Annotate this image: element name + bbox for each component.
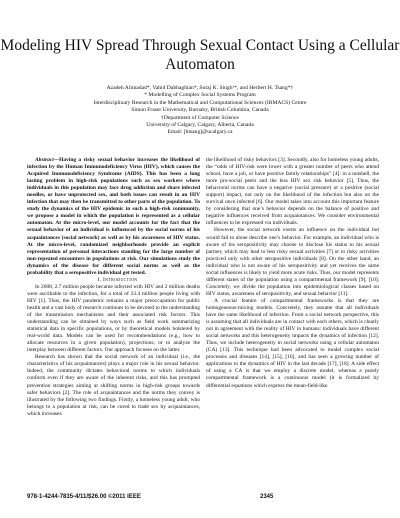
author-block bbox=[0, 85, 400, 137]
section-heading: I. Introduction bbox=[97, 276, 138, 283]
affiliation-line: Interdisciplinary Research in the Mathematical and Computational Sciences (IRMACS) Centre bbox=[93, 99, 307, 106]
abstract bbox=[27, 157, 200, 277]
abstract-text: —Having a risky sexual behavior increases the likelihood of infection by the Human Immunodeficiency Virus (HIV), which causes the Acquired Immunodeficiency Syndrome (AIDS). This has been a long lasting problem in high-risk populations such as sex workers where individuals in this population may face drug addiction and share infected needles, or have unprotected sex, and both issues can result in an HIV infection that may then be transmitted to other parts of the population. To study the dynamics of the HIV epidemic in such a high-risk community, we propose a model in which the population is represented as a cellular automaton. At the micro-level, our model accounts for the fact that the sexual behavior of an individual is influenced by the social norms of his acquaintances (social network) as well as by his awareness of HIV status. At the micro-level, randomized neighborhoods provide an explicit representation of personal interactions standing for the large number of non-repeated encounters in populations at risk. Our simulations study the dynamics of the disease for different social norms as well as the probability that a seropositive individual get tested. bbox=[27, 157, 200, 276]
body-paragraph: A crucial feature of compartmental frameworks is that they are homogeneous-mixing models. Concretely, they assume that all individuals have the same likelihood of infection. From a social network perspective, this is assuming that all individuals are in contact with each others, which is clearly not in agreement with the reality of HIV in humans: individuals have different social networks and this heterogeneity impacts the dynamics of infection [12]. Thus, we include heterogeneity in social networks using a cellular automaton (CA) [13]. This technique had been advocated to model complex social processes and diseases [14], [15], [16], and has seen a growing number of applications to the dynamics of HIV in the last decade [17], [18]. A side effect of using a CA is that we employ a discrete model, whereas a purely compartmental framework is a continuous model (it is formalized by differential equations which express the mean-field-like bbox=[206, 297, 379, 389]
affiliation-line: Simon Fraser University, Burnaby, British Columbia, Canada bbox=[131, 107, 269, 114]
affiliation-line: †Department of Computer Science bbox=[161, 114, 239, 121]
author-names: Azadeh Alimadad*, Vahid Dabbaghian*, Suraj K. Singh¹*, and Herbert H. Tsang*† bbox=[106, 85, 294, 91]
author-email: Email: [htsang]@ucalgary.ca bbox=[167, 129, 233, 136]
body-paragraph: However, the social network exerts an influence on the individual but would fail to alone describe one’s behavior. For example, an individual who is aware of his seropositivity may choose to disclose his status to his sexual partner, which may lead to less risky sexual activities [7] or to risky activities practiced only with other seropositive individuals [8]. On the other hand, an individual who is not aware of his seropositivity and yet receives the same social influences is likely to yield more acute risks. Thus, our model represents different states of the population using a compartmental framework [9], [10]. Concretely, we divide the population into epidemiological classes based on HIV status, awareness of seropositivity, and sexual behavior [11]. bbox=[206, 227, 379, 297]
abstract-label: Abstract bbox=[35, 157, 54, 163]
paper-title: Modeling HIV Spread Through Sexual Contact Using a Cellular Automaton bbox=[0, 37, 400, 73]
affiliation-line: University of Calgary, Calgary, Alberta, Canada bbox=[146, 122, 254, 129]
footer-isbn: 978-1-4244-7835-4/11/$26.00 ©2011 IEEE bbox=[27, 494, 141, 500]
right-column bbox=[206, 157, 379, 390]
body-paragraph: the likelihood of risky behaviors [3]. Secondly, also for homeless young adults, the “odds of HIV-risk were lower with a greater number of peers who attend school, have a job, or have positive family relationships” [4]: in a nutshell, the more pro-social peers and the less HIV sex risk behavior [5]. Thus, the behavioral norms can have a negative (social pressure) or a positive (social support) impact, not only on the likelihood of the infection but also on the survival once infected [6]. Our model takes into account this important feature by considering that one’s behavior depends on the balance of positive and negative influences received from acquaintances. We consider environmental influences to be expressed via individuals. bbox=[206, 157, 379, 227]
body-paragraph: Research has shown that the social network of an individual (i.e., the characteristics of his acquaintances) plays a major role in his sexual behavior. Indeed, the community dictates behavioral norms to which individuals conform even if they are aware of the inherent risks, and this has prompted prevention strategies aiming at shifting norms in high-risk groups towards safer behaviors [2]. The role of acquaintances and the norms they convey is illustrated by the following two findings. Firstly, a homeless young adult, who belongs to a population at risk, can be cured to trade sex by acquaintances, which increases bbox=[27, 354, 200, 417]
body-paragraph: In 2008, 2.7 million people became infected with HIV and 2 million deaths were ascribable to the infection, for a total of 33.4 million people living with HIV [1]. Thus, the HIV pandemic remains a major preoccupation for public health and a vast body of research continues to be devoted to the understanding of the transmission mechanisms and their associated risk factors. This understanding can be obtained by ways such as field work summarizing statistical data in specific populations, or by theoretical models bolstered by real-world data. Models can be used for recommendations (e.g., how to allocate resources in a given population), projections, or to analyze the interplay between different factors. Our approach focuses on the latter. bbox=[27, 283, 200, 354]
left-column bbox=[27, 157, 200, 418]
page-number: 2345 bbox=[260, 494, 274, 500]
affiliation-line: * Modelling of Complex Social Systems Program bbox=[144, 92, 256, 99]
